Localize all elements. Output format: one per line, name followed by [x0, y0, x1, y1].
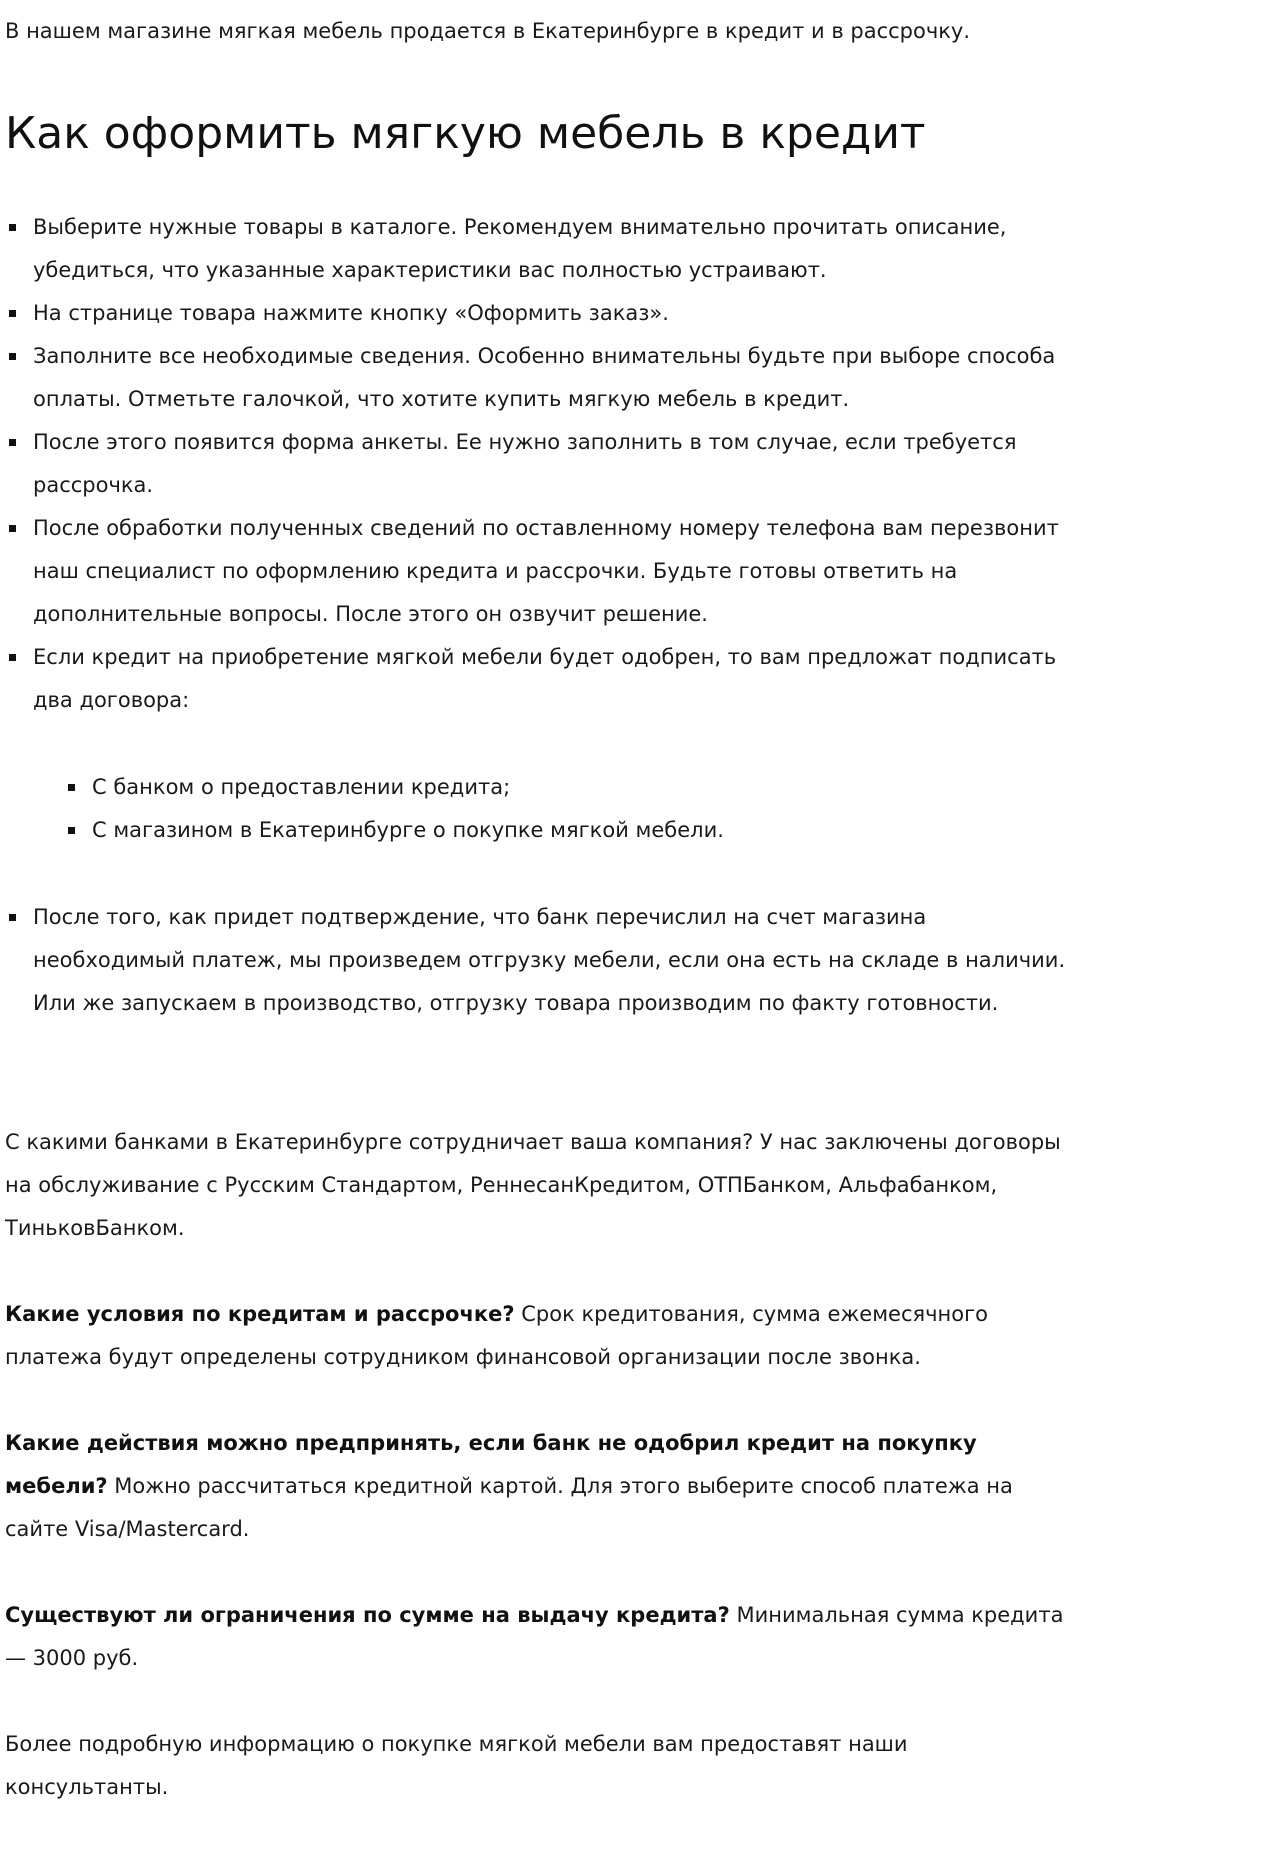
page-title: Как оформить мягкую мебель в кредит	[5, 108, 926, 159]
square-bullet-icon	[9, 439, 16, 446]
contract-item	[64, 766, 1068, 809]
step-text: Если кредит на приобретение мягкой мебели будет одобрен, то вам предложат подписать два договора:	[33, 644, 1057, 712]
square-bullet-icon	[68, 784, 75, 791]
intro-paragraph: В нашем магазине мягкая мебель продается в Екатеринбурге в кредит и в рассрочку.	[5, 19, 971, 43]
contract-text: С банком о предоставлении кредита;	[92, 774, 511, 799]
qa-question: Какие действия можно предпринять, если банк не одобрил кредит на покупку мебели?	[5, 1430, 977, 1498]
qa-answer: Можно рассчитаться кредитной картой. Для этого выберите способ платежа на сайте Visa/Mastercard.	[5, 1473, 1013, 1541]
step-text: Заполните все необходимые сведения. Особенно внимательны будьте при выборе способа оплаты. Отметьте галочкой, что хотите купить мягкую мебель в кредит.	[33, 343, 1056, 411]
qa-question: Существуют ли ограничения по сумме на выдачу кредита?	[5, 1602, 730, 1627]
step-text: После этого появится форма анкеты. Ее нужно заполнить в том случае, если требуется рассрочка.	[33, 429, 1017, 497]
qa-question: Какие условия по кредитам и рассрочке?	[5, 1301, 515, 1326]
qa-paragraph	[5, 1422, 1068, 1551]
square-bullet-icon	[9, 525, 16, 532]
step-text: После того, как придет подтверждение, что банк перечислил на счет магазина необходимый платеж, мы произведем отгрузку мебели, если она есть на складе в наличии. Или же запускаем в производство, отгрузку товара производим по факту готовности.	[33, 904, 1066, 1015]
step-text: Выберите нужные товары в каталоге. Рекомендуем внимательно прочитать описание, убедиться, что указанные характеристики вас полностью устраивают.	[33, 214, 1007, 282]
step-text: После обработки полученных сведений по оставленному номеру телефона вам перезвонит наш специалист по оформлению кредита и рассрочки. Будьте готовы ответить на дополнительные вопросы. После этого он озвучит решение.	[33, 515, 1059, 626]
qa-paragraph	[5, 1594, 1068, 1680]
step-item	[5, 206, 1068, 292]
contracts-list	[64, 766, 1068, 852]
step-item	[5, 335, 1068, 421]
step-item	[5, 507, 1068, 636]
banks-paragraph: С какими банками в Екатеринбурге сотрудничает ваша компания? У нас заключены договоры на обслуживание с Русским Стандартом, РеннесанКредитом, ОТПБанком, Альфабанком, ТиньковБанком.	[5, 1129, 1061, 1240]
step-item	[5, 896, 1068, 1025]
step-item	[5, 421, 1068, 507]
article-content	[5, 10, 1068, 1809]
qa-answer: Минимальная сумма кредита — 3000 руб.	[5, 1602, 1064, 1670]
step-text: На странице товара нажмите кнопку «Оформить заказ».	[33, 300, 669, 325]
qa-answer: Срок кредитования, сумма ежемесячного платежа будут определены сотрудником финансовой организации после звонка.	[5, 1301, 989, 1369]
square-bullet-icon	[9, 914, 16, 921]
square-bullet-icon	[9, 353, 16, 360]
square-bullet-icon	[9, 654, 16, 661]
contract-text: С магазином в Екатеринбурге о покупке мягкой мебели.	[92, 817, 724, 842]
contract-item	[64, 809, 1068, 852]
step-item	[5, 292, 1068, 335]
square-bullet-icon	[9, 224, 16, 231]
square-bullet-icon	[68, 827, 75, 834]
qa-paragraph	[5, 1293, 1068, 1379]
credit-steps-list	[5, 206, 1068, 1025]
closing-paragraph: Более подробную информацию о покупке мягкой мебели вам предоставят наши консультанты.	[5, 1731, 908, 1799]
step-item	[5, 636, 1068, 852]
square-bullet-icon	[9, 310, 16, 317]
